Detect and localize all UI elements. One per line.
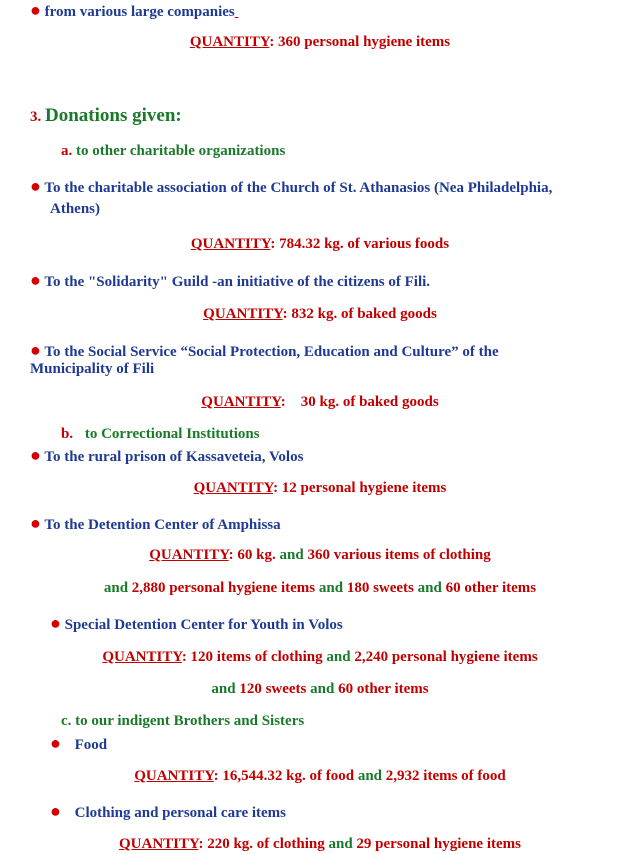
- quantity-line-7b: and 120 sweets and 60 other items: [211, 681, 429, 697]
- bullet-icon: ●: [50, 801, 61, 821]
- quantity-line-8: QUANTITY: 16,544.32 kg. of food and 2,932 items of food: [134, 768, 506, 784]
- athanasios-text-1: To the charitable association of the Church of St. Athanasios (Nea Philadelphia,: [44, 180, 553, 196]
- bullet-food: [50, 733, 107, 755]
- companies-text: from various large companies: [44, 4, 235, 20]
- quantity-value: : 360 personal hygiene items: [269, 34, 451, 50]
- subsection-letter: a.: [61, 143, 73, 159]
- clothing-text: Clothing and personal care items: [74, 805, 287, 821]
- quantity-label: QUANTITY: [119, 836, 199, 852]
- athanasios-text-2: Athens): [50, 201, 101, 217]
- quantity-line-6a: QUANTITY: 60 kg. and 360 various items of clothing: [149, 547, 491, 563]
- social-service-line-2: [30, 359, 154, 379]
- quantity-label: QUANTITY: [203, 306, 283, 322]
- subsection-b: [61, 424, 260, 444]
- quantity-value: : 30 kg. of baked goods: [280, 394, 439, 410]
- section-title: Donations given:: [45, 105, 182, 126]
- bullet-solidarity: [30, 270, 430, 292]
- amphissa-text: To the Detention Center of Amphissa: [44, 517, 281, 533]
- bullet-icon: ●: [30, 270, 41, 290]
- food-text: Food: [74, 737, 108, 753]
- quantity-line-6b: and 2,880 personal hygiene items and 180 sweets and 60 other items: [103, 580, 537, 596]
- bullet-icon: ●: [30, 445, 41, 465]
- section-number: 3.: [30, 109, 42, 125]
- quantity-label: QUANTITY: [189, 34, 270, 50]
- bullet-icon: ●: [30, 176, 41, 196]
- quantity-value: : 12 personal hygiene items: [273, 480, 447, 496]
- quantity-label: QUANTITY: [102, 649, 182, 665]
- bullet-icon: ●: [30, 513, 41, 533]
- bullet-youth-center: [50, 613, 343, 635]
- bullet-icon: ●: [30, 0, 41, 20]
- quantity-label: QUANTITY: [149, 547, 229, 563]
- quantity-label: QUANTITY: [134, 768, 214, 784]
- bullet-icon: ●: [50, 613, 61, 633]
- bullet-amphissa: [30, 513, 281, 535]
- quantity-line-3: [0, 304, 640, 324]
- quantity-line-2: [0, 234, 640, 254]
- quantity-line-4: [0, 392, 640, 412]
- solidarity-text: To the "Solidarity" Guild -an initiative of the citizens of Fili.: [44, 274, 431, 290]
- quantity-line-7a: QUANTITY: 120 items of clothing and 2,240 personal hygiene items: [102, 649, 538, 665]
- bullet-icon: ●: [30, 340, 41, 360]
- subsection-letter: b.: [61, 426, 74, 442]
- quantity-label: QUANTITY: [193, 480, 274, 496]
- subsection-text: to Correctional Institutions: [84, 426, 260, 442]
- social-service-text-1: To the Social Service “Social Protection, Education and Culture” of the: [44, 344, 499, 360]
- quantity-line-1: [0, 32, 640, 52]
- social-service-text-2: Municipality of Fili: [30, 361, 155, 377]
- quantity-value: : 784.32 kg. of various foods: [270, 236, 450, 252]
- quantity-line-5: [0, 478, 640, 498]
- subsection-text: to other charitable organizations: [76, 143, 286, 159]
- quantity-line-9: QUANTITY: 220 kg. of clothing and 29 personal hygiene items: [119, 836, 521, 852]
- subsection-text: c. to our indigent Brothers and Sisters: [61, 713, 305, 729]
- quantity-label: QUANTITY: [190, 236, 271, 252]
- youth-center-text: Special Detention Center for Youth in Volos: [64, 617, 343, 633]
- section-3-heading: [30, 106, 182, 127]
- athanasios-line-2: [50, 199, 100, 219]
- quantity-value: : 832 kg. of baked goods: [282, 306, 437, 322]
- bullet-kassaveteia: [30, 445, 303, 467]
- bullet-clothing: [50, 801, 286, 823]
- quantity-label: QUANTITY: [201, 394, 281, 410]
- bullet-athanasios: [30, 176, 552, 198]
- subsection-c: [61, 711, 304, 731]
- bullet-companies: [30, 0, 239, 22]
- subsection-a: [61, 141, 285, 161]
- bullet-icon: ●: [50, 733, 61, 753]
- kassaveteia-text: To the rural prison of Kassaveteia, Volos: [44, 449, 304, 465]
